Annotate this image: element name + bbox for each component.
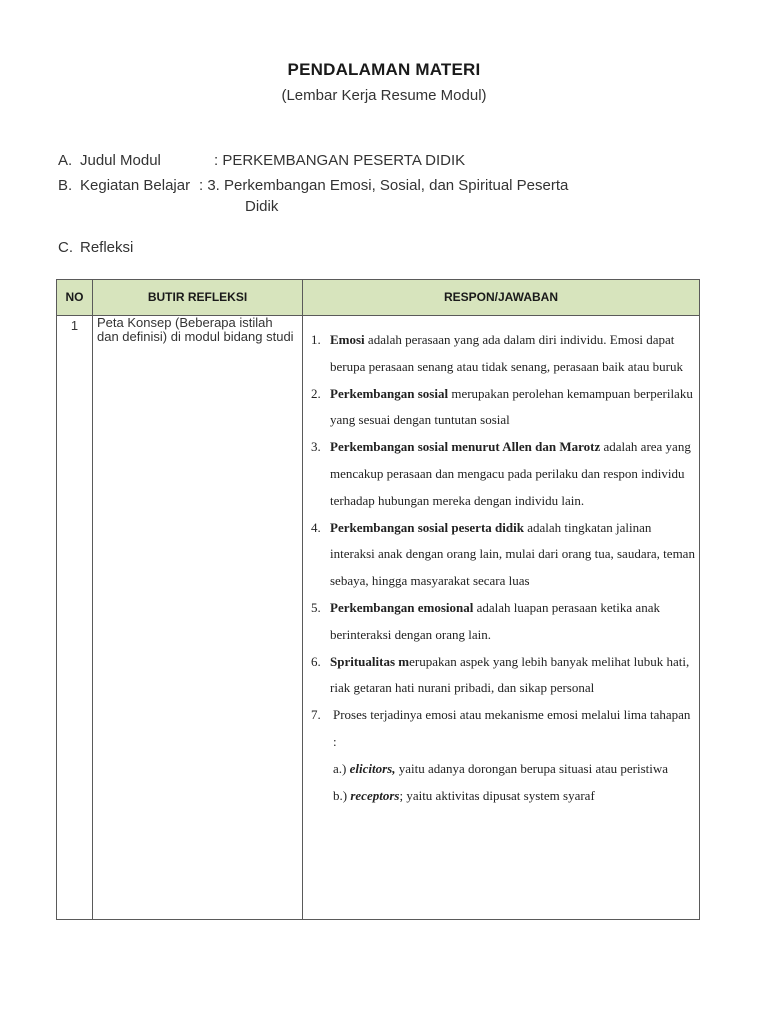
item-number: 1. (311, 332, 321, 347)
item-term: Perkembangan sosial (330, 385, 449, 401)
item-number: 6. (311, 653, 321, 669)
sub-list-item (305, 783, 697, 810)
page-subtitle: (Lembar Kerja Resume Modul) (281, 87, 487, 104)
item-number: 4. (311, 519, 321, 535)
item-text: merupakan perolehan kemampuan berperilaku yang sesuai dengan tuntutan sosial (330, 385, 693, 428)
sub-item-term: receptors (350, 787, 400, 803)
response-list (305, 327, 697, 809)
meta-b-label: Kegiatan Belajar (80, 177, 191, 194)
meta-learning-activity (58, 177, 568, 194)
cell-butir-refleksi: Peta Konsep (Beberapa istilah dan definisi) di modul bidang studi (97, 315, 294, 344)
list-item (305, 702, 697, 756)
list-item (305, 649, 697, 703)
item-text: adalah area yang mencakup perasaan dan mengacu pada perilaku dan respon individu terhadap hubungan mereka dengan individu lain. (330, 439, 691, 508)
meta-b-value-continued: Didik (245, 198, 279, 215)
meta-a-label: Judul Modul (80, 152, 161, 169)
sub-item-text: ; yaitu aktivitas dipusat system syaraf (399, 787, 595, 803)
item-term: Perkembangan sosial menurut Allen dan Marotz (330, 439, 601, 455)
item-text: erupakan aspek yang lebih banyak melihat lubuk hati, riak getaran hati nurani pribadi, dan sikap personal (330, 653, 690, 696)
sub-list-item (305, 756, 697, 783)
meta-module-title (58, 152, 465, 169)
header-butir-refleksi: BUTIR REFLEKSI (147, 290, 248, 304)
item-text: Proses terjadinya emosi atau mekanisme emosi melalui lima tahapan : (333, 707, 691, 749)
table-header-row (57, 280, 699, 316)
item-term: Emosi (330, 332, 365, 347)
reflection-table (56, 279, 700, 920)
meta-a-mark: A. (58, 152, 73, 169)
item-number: 5. (311, 599, 321, 615)
item-term: Spritualitas m (330, 653, 410, 669)
item-number: 7. (311, 707, 321, 723)
meta-b-value: : 3. Perkembangan Emosi, Sosial, dan Spiritual Peserta (199, 177, 569, 194)
header-respon-jawaban: RESPON/JAWABAN (443, 290, 559, 304)
item-term: Perkembangan emosional (330, 599, 474, 615)
item-text: adalah perasaan yang ada dalam diri individu. Emosi dapat berupa perasaan senang atau tidak senang, perasaan baik atau buruk (330, 332, 684, 374)
meta-reflection (58, 239, 133, 256)
sub-item-letter: b.) (333, 787, 348, 803)
meta-c-mark: C. (58, 239, 73, 256)
list-item (305, 381, 697, 435)
sub-item-text: yaitu adanya dorongan berupa situasi atau peristiwa (395, 760, 669, 776)
item-text: adalah luapan perasaan ketika anak berinteraksi dengan orang lain. (330, 599, 660, 642)
cell-row-number: 1 (70, 318, 79, 333)
meta-c-label: Refleksi (80, 239, 134, 256)
header-no: NO (65, 290, 84, 304)
sub-item-term: elicitors, (349, 760, 396, 776)
meta-a-value: : PERKEMBANGAN PESERTA DIDIK (214, 152, 466, 169)
column-divider (92, 280, 93, 919)
item-number: 2. (311, 385, 321, 401)
list-item (305, 434, 697, 514)
list-item (305, 515, 697, 595)
list-item (305, 595, 697, 649)
sub-item-letter: a.) (333, 760, 347, 776)
meta-b-mark: B. (58, 177, 73, 194)
list-item (305, 327, 697, 381)
page-title: PENDALAMAN MATERI (287, 60, 481, 79)
item-text: adalah tingkatan jalinan interaksi anak dengan orang lain, mulai dari orang tua, saudara, teman sebaya, hingga masyarakat secara luas (330, 519, 695, 589)
item-term: Perkembangan sosial peserta didik (330, 519, 524, 535)
column-divider (302, 280, 303, 919)
item-number: 3. (311, 439, 321, 455)
